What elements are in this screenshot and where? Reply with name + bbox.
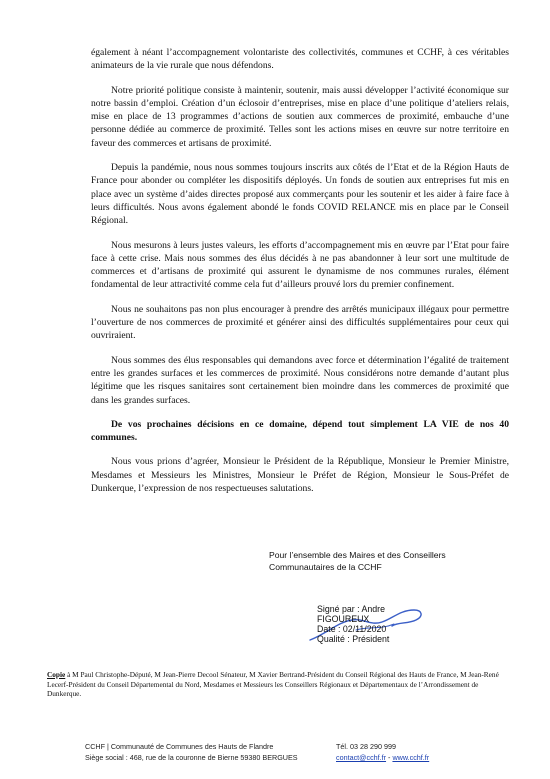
signoff-line-1: Pour l’ensemble des Maires et des Conseillers: [269, 550, 446, 560]
footer-contact: [336, 752, 429, 763]
letter-body: [91, 46, 509, 506]
paragraph-intro-continuation: également à néant l’accompagnement volontariste des collectivités, communes et CCHF, à ces véritables animateurs de la vie rurale que nous défendons.: [91, 47, 509, 72]
footer-phone: Tél. 03 28 290 999: [336, 742, 396, 751]
signed-by-line-1: Signé par : Andre: [317, 604, 385, 614]
digital-signature: [308, 600, 428, 650]
footer-address: Siège social : 468, rue de la couronne de Bierne 59380 BERGUES: [85, 753, 298, 762]
paragraph-decision-appeal: De vos prochaines décisions en ce domaine, dépend tout simplement LA VIE de nos 40 communes.: [91, 418, 509, 444]
footer-org: CCHF | Communauté de Communes des Hauts de Flandre: [85, 742, 274, 751]
paragraph-equal-treatment: Nous sommes des élus responsables qui demandons avec force et détermination l’égalité de traitement entre les grandes surfaces et les commerces de proximité. Nous considérons notre demande d’autant plus légitime que les risques sanitaires sont certainement bien moindre dans les commerces de proximité que dans les grandes surfaces.: [91, 354, 509, 406]
signoff-line-2: Communautaires de la CCHF: [269, 561, 382, 572]
signed-by-line-2: FIGOUREUX: [317, 614, 370, 624]
signature-capacity: Qualité : Président: [317, 634, 390, 644]
signoff-block: [269, 550, 446, 573]
paragraph-closing-salutation: Nous vous prions d’agréer, Monsieur le Président de la République, Monsieur le Premier Ministre, Mesdames et Messieurs les Ministres, Monsieur le Préfet de Région, Monsieur le Sous-Préfet de Dunkerque, l’expression de nos respectueuses salutations.: [91, 456, 509, 495]
paragraph-state-efforts: Nous mesurons à leurs justes valeurs, les efforts d’accompagnement mis en œuvre par l’Etat pour faire face à cette crise. Mais nous sommes des élus décidés à ne pas abandonner à leur sort une multitude de commerces et d’artisans de proximité qui assurent le dynamisme de nos communes rurales, élément fondamental de leur attractivité comme cela fut d’ailleurs prouvé lors du premier confinement.: [91, 239, 509, 291]
signature-details: [317, 604, 389, 644]
paragraph-municipal-decrees: Nous ne souhaitons pas non plus encourager à prendre des arrêtés municipaux illégaux pour permettre l’ouverture de nos commerces de proximité et générer ainsi des difficultés supplémentaires pour ceux qui ouvriraient.: [91, 303, 509, 342]
paragraph-pandemic-support: Depuis la pandémie, nous nous sommes toujours inscrits aux côtés de l’Etat et de la Région Hauts de France pour abonder ou compléter les dispositifs déployés. Un fonds de soutien aux entreprises fut mis en place avec un système d’aides directes proposé aux commerçants pour les soutenir et les aider à faire face à leurs difficultés. Nous avons également abondé le fonds COVID RELANCE mis en place par le Conseil Régional.: [91, 162, 509, 227]
page-footer: [47, 741, 513, 763]
copies-recipients: à M Paul Christophe-Député, M Jean-Pierre Decool Sénateur, M Xavier Bertrand-Président du Conseil Régional des Hauts de France, M Jean-René Lecerf-Président du Conseil Départemental du Nord, Mesdames et Messieurs les Conseillers Régionaux et Départementaux de l’Arrondissement de Dunkerque.: [47, 670, 499, 699]
paragraph-economic-priority: Notre priorité politique consiste à maintenir, soutenir, mais aussi développer l’activité économique sur notre bassin d’emploi. Création d’un éclosoir d’entreprises, mise en place d’une politique d’ateliers relais, mise en place de 13 programmes d’actions de soutien aux commerces de proximité, embauche d’une personne dédiée au commerce de proximité. Telles sont les actions mises en œuvre sur notre territoire en faveur des commerces et artisans de proximité.: [91, 84, 509, 149]
copies-block: [47, 670, 513, 699]
signature-date: Date : 02/11/2020: [317, 624, 387, 634]
copies-label: Copie: [47, 670, 66, 679]
footer-email-link[interactable]: contact@cchf.fr: [336, 753, 387, 762]
footer-separator: -: [386, 753, 393, 762]
footer-website-link[interactable]: www.cchf.fr: [392, 753, 430, 762]
